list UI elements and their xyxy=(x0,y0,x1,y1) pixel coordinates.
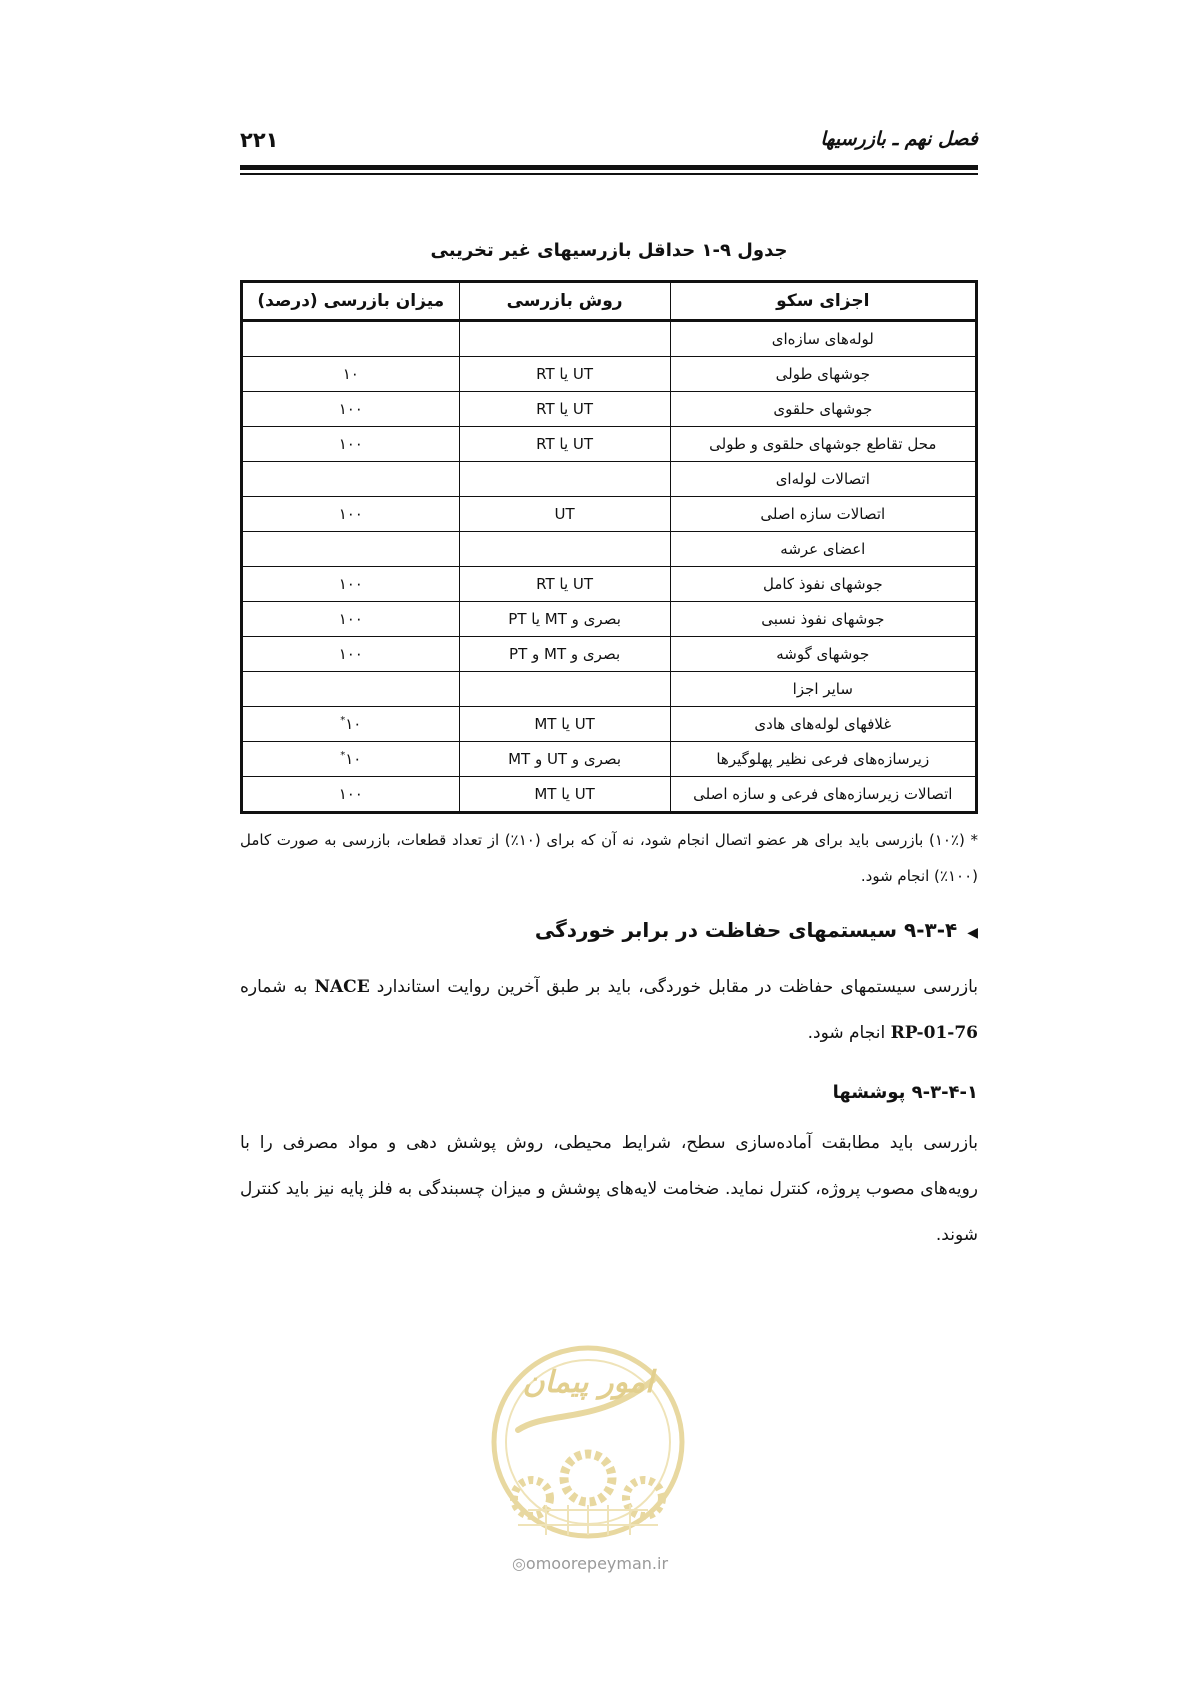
cell-method: UT یا RT xyxy=(459,357,670,392)
cell-percent xyxy=(242,462,460,497)
table-row xyxy=(242,637,977,672)
cell-percent-value: ۱۰۰ xyxy=(338,505,363,523)
cell-part: سایر اجزا xyxy=(670,672,976,707)
cell-method xyxy=(459,672,670,707)
page-number: ۲۲۱ xyxy=(240,128,279,152)
table-row xyxy=(242,567,977,602)
cell-part: جوشهای حلقوی xyxy=(670,392,976,427)
table-row xyxy=(242,462,977,497)
header-rule-thin xyxy=(240,173,978,175)
cell-percent-value: ۱۰۰ xyxy=(338,400,363,418)
cell-part: زیرسازه‌های فرعی نظیر پهلوگیرها xyxy=(670,742,976,777)
table-row xyxy=(242,602,977,637)
cell-percent-value: ۱۰۰ xyxy=(338,575,363,593)
standard-code: RP-01-76 xyxy=(890,1023,978,1043)
watermark-logo xyxy=(488,1320,688,1564)
cell-part: اتصالات لوله‌ای xyxy=(670,462,976,497)
cell-method: بصری و MT و PT xyxy=(459,637,670,672)
cell-method: UT یا MT xyxy=(459,777,670,813)
standard-name: NACE xyxy=(314,977,370,997)
cell-percent xyxy=(242,742,460,777)
footnote-marker: * xyxy=(340,750,346,761)
cell-method xyxy=(459,321,670,357)
table-row xyxy=(242,497,977,532)
watermark-site: ◎omoorepeyman.ir xyxy=(511,1554,669,1573)
table-row xyxy=(242,707,977,742)
cell-part: جوشهای گوشه xyxy=(670,637,976,672)
section-paragraph xyxy=(240,964,978,1056)
paragraph-text: انجام شود. xyxy=(807,1023,886,1043)
subsection-paragraph: بازرسی باید مطابقت آماده‌سازی سطح، شرایط محیطی، روش پوشش دهی و مواد مصرفی را با رویه‌های مصوب پروژه، کنترل نماید. ضخامت لایه‌های پوشش و میزان چسبندگی به فلز پایه نیز باید کنترل شوند. xyxy=(240,1133,978,1245)
cell-percent-value: ۱۰۰ xyxy=(338,645,363,663)
cell-method: UT یا RT xyxy=(459,392,670,427)
cell-method: UT یا MT xyxy=(459,707,670,742)
cell-method xyxy=(459,462,670,497)
table-caption: جدول ۹-۱ حداقل بازرسیهای غیر تخریبی xyxy=(430,240,788,261)
cell-part: اتصالات زیرسازه‌های فرعی و سازه اصلی xyxy=(670,777,976,813)
cell-percent-value: ۱۰۰ xyxy=(338,435,363,453)
paragraph-text: بازرسی سیستمهای حفاظت در مقابل خوردگی، باید بر طبق آخرین روایت استاندارد xyxy=(376,977,979,997)
footnote-marker: * xyxy=(340,715,346,726)
table-row xyxy=(242,321,977,357)
header-rule-thick xyxy=(240,165,978,170)
cell-method xyxy=(459,532,670,567)
column-header-percent: میزان بازرسی (درصد) xyxy=(242,282,460,321)
table-body xyxy=(242,321,977,813)
cell-part: جوشهای نفوذ کامل xyxy=(670,567,976,602)
cell-method: UT یا RT xyxy=(459,567,670,602)
cell-method: UT xyxy=(459,497,670,532)
table-footnote: * (۱۰٪) بازرسی باید برای هر عضو اتصال انجام شود، نه آن که برای (۱۰٪) از تعداد قطعات، بازرسی به صورت کامل (۱۰۰٪) انجام شود. xyxy=(240,831,978,885)
cell-percent xyxy=(242,672,460,707)
table-row xyxy=(242,392,977,427)
cell-percent-value: ۱۰ xyxy=(345,750,362,768)
section-heading-text: ۹-۳-۴ سیستمهای حفاظت در برابر خوردگی xyxy=(534,918,958,942)
inspection-table xyxy=(240,280,978,814)
bullet-icon: ◀ xyxy=(967,925,978,941)
cell-percent-value: ۱۰۰ xyxy=(338,785,363,803)
cell-percent-value: ۱۰ xyxy=(342,365,359,383)
cell-percent xyxy=(242,321,460,357)
cell-percent xyxy=(242,427,460,462)
cell-method: بصری و MT یا PT xyxy=(459,602,670,637)
cell-part: غلافهای لوله‌های هادی xyxy=(670,707,976,742)
cell-percent-value: ۱۰ xyxy=(345,715,362,733)
watermark-site-text: omoorepeyman.ir xyxy=(525,1554,669,1573)
cell-percent xyxy=(242,532,460,567)
subsection-heading: ۹-۳-۴-۱ پوششها xyxy=(832,1082,978,1103)
cell-percent xyxy=(242,497,460,532)
cell-percent xyxy=(242,707,460,742)
cell-method: UT یا RT xyxy=(459,427,670,462)
section-heading xyxy=(535,918,978,942)
cell-percent xyxy=(242,777,460,813)
table-row xyxy=(242,427,977,462)
table-row xyxy=(242,672,977,707)
cell-part: جوشهای طولی xyxy=(670,357,976,392)
table-row xyxy=(242,357,977,392)
table-row xyxy=(242,532,977,567)
cell-part: لوله‌های سازه‌ای xyxy=(670,321,976,357)
running-header: فصل نهم ـ بازرسیها xyxy=(820,128,978,150)
cell-method: بصری و UT و MT xyxy=(459,742,670,777)
cell-part: جوشهای نفوذ نسبی xyxy=(670,602,976,637)
cell-percent-value: ۱۰۰ xyxy=(338,610,363,628)
cell-part: اتصالات سازه اصلی xyxy=(670,497,976,532)
cell-percent xyxy=(242,567,460,602)
cell-part: محل تقاطع جوشهای حلقوی و طولی xyxy=(670,427,976,462)
table-row xyxy=(242,742,977,777)
table-row xyxy=(242,777,977,813)
watermark-logo-text: امور پیمان xyxy=(522,1365,654,1400)
paragraph-text: به شماره xyxy=(240,977,308,997)
cell-percent xyxy=(242,357,460,392)
column-header-part: اجزای سکو xyxy=(670,282,976,321)
cell-percent xyxy=(242,602,460,637)
cell-part: اعضای عرشه xyxy=(670,532,976,567)
table-header-row xyxy=(242,282,977,321)
cell-percent xyxy=(242,637,460,672)
column-header-method: روش بازرسی xyxy=(459,282,670,321)
cell-percent xyxy=(242,392,460,427)
